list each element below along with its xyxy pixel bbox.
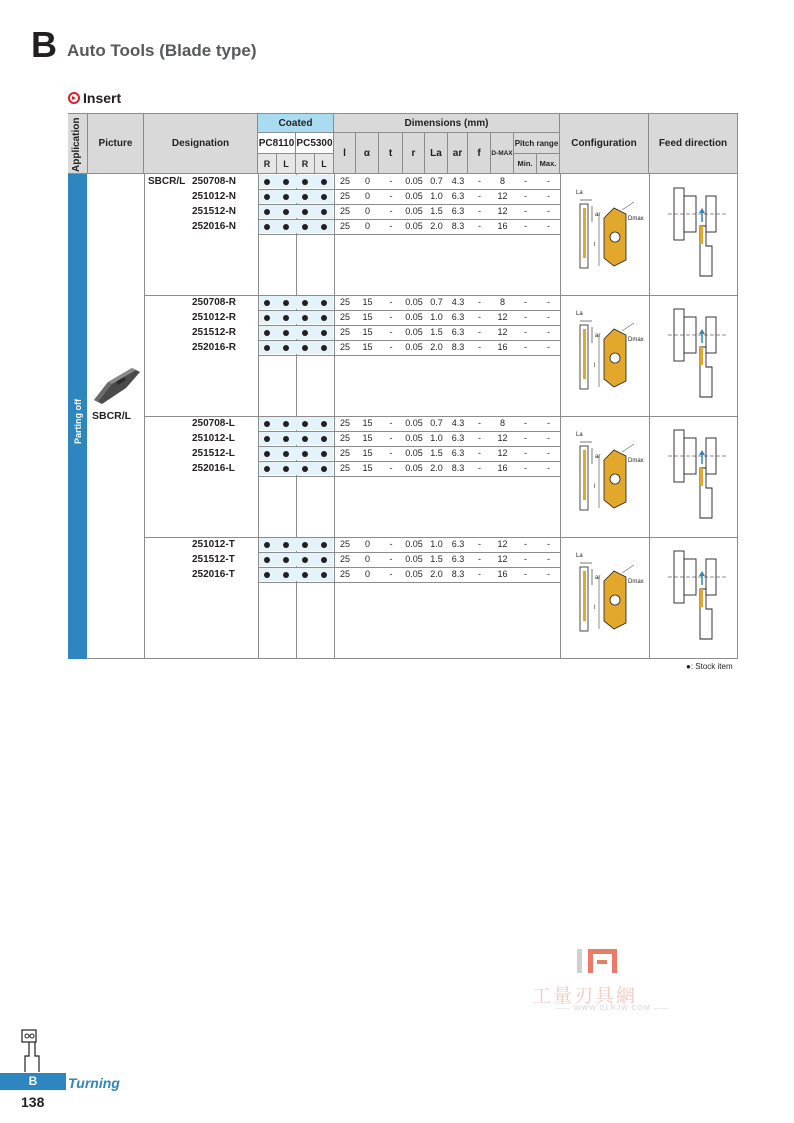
stock-dot xyxy=(321,224,327,230)
dim-value: 0.7 xyxy=(430,418,443,428)
configuration-drawing xyxy=(570,182,640,277)
dim-value: 25 xyxy=(339,448,350,458)
designation-code: 250708-N xyxy=(192,176,236,187)
dim-value: - xyxy=(389,418,393,428)
stock-dot xyxy=(321,300,327,306)
dim-value: 0.05 xyxy=(405,569,423,579)
dim-value: - xyxy=(524,433,527,443)
dim-value: 0.7 xyxy=(430,176,443,186)
dim-value: - xyxy=(524,569,527,579)
dim-value: 2.0 xyxy=(430,569,443,579)
row-divider xyxy=(258,355,560,356)
watermark-url: —— WWW.GLRJW.COM —— xyxy=(555,1005,670,1012)
dim-value: - xyxy=(478,418,481,428)
dim-value: 25 xyxy=(339,418,350,428)
dim-value: - xyxy=(547,448,550,458)
application-value: Parting off xyxy=(73,399,83,444)
stock-dot xyxy=(321,330,327,336)
dim-value: - xyxy=(547,221,550,231)
dim-value: 25 xyxy=(339,539,350,549)
stock-dot xyxy=(321,557,327,563)
picture-label: SBCR/L xyxy=(92,410,132,422)
config-la-label: La xyxy=(576,311,583,317)
designation-code: 252016-N xyxy=(192,221,236,232)
dim-value: 15 xyxy=(362,342,373,352)
dim-value: 6.3 xyxy=(451,312,465,322)
dim-col-header: D-MAX xyxy=(491,133,514,174)
dim-value: 16 xyxy=(497,569,508,579)
dim-value: - xyxy=(478,312,481,322)
dim-value: 15 xyxy=(362,418,373,428)
dim-value: 0.7 xyxy=(430,297,443,307)
dim-value: - xyxy=(389,221,393,231)
stock-dot xyxy=(283,330,289,336)
dim-value: - xyxy=(389,297,393,307)
dim-col-header: t xyxy=(379,133,403,174)
stock-dot xyxy=(302,572,308,578)
dim-value: - xyxy=(478,448,481,458)
dim-value: - xyxy=(524,327,527,337)
stock-dot xyxy=(283,179,289,185)
stock-dot xyxy=(264,557,270,563)
dim-value: 6.3 xyxy=(451,539,465,549)
config-la-label: La xyxy=(576,553,583,559)
dim-value: - xyxy=(524,448,527,458)
stock-dot xyxy=(283,300,289,306)
stock-dot xyxy=(283,436,289,442)
dim-value: - xyxy=(524,342,527,352)
dim-value: 16 xyxy=(497,342,508,352)
dim-value: 0.05 xyxy=(405,206,423,216)
dim-value: 15 xyxy=(362,312,373,322)
dim-value: 8.3 xyxy=(451,342,465,352)
dim-value: - xyxy=(524,312,527,322)
dim-value: - xyxy=(478,463,481,473)
dim-value: - xyxy=(524,554,527,564)
dim-value: - xyxy=(389,554,393,564)
stock-dot xyxy=(264,572,270,578)
insert-table xyxy=(68,113,738,658)
dim-value: - xyxy=(478,206,481,216)
dim-value: 0.05 xyxy=(405,297,423,307)
dim-value: - xyxy=(389,312,393,322)
row-divider xyxy=(258,234,560,235)
stock-dot xyxy=(321,315,327,321)
designation-code: 251012-T xyxy=(192,539,235,550)
designation-code: 252016-L xyxy=(192,463,235,474)
dim-value: - xyxy=(547,554,550,564)
stock-dot xyxy=(283,194,289,200)
dim-value: - xyxy=(389,539,393,549)
config-ar-label: ar xyxy=(595,575,601,581)
stock-dot xyxy=(264,209,270,215)
dim-value: 12 xyxy=(497,539,508,549)
dim-col-header: f xyxy=(468,133,491,174)
dim-value: 0.05 xyxy=(405,342,423,352)
config-ar-label: ar xyxy=(595,333,601,339)
stock-dot xyxy=(264,330,270,336)
dim-value: 8.3 xyxy=(451,569,465,579)
dim-value: - xyxy=(478,433,481,443)
stock-dot xyxy=(302,194,308,200)
dim-value: - xyxy=(547,569,550,579)
stock-dot xyxy=(321,542,327,548)
dim-value: - xyxy=(478,342,481,352)
dim-col-header: α xyxy=(356,133,379,174)
dim-value: 8 xyxy=(499,176,505,186)
dim-value: - xyxy=(547,418,550,428)
stock-dot xyxy=(321,194,327,200)
footer-section: Turning xyxy=(68,1075,120,1091)
dim-value: 0.05 xyxy=(405,539,423,549)
feed-direction-drawing xyxy=(654,182,734,287)
dim-value: 0 xyxy=(364,221,370,231)
dim-value: 25 xyxy=(339,569,350,579)
dim-value: 8.3 xyxy=(451,221,465,231)
stock-dot xyxy=(321,421,327,427)
dim-value: 1.5 xyxy=(430,554,443,564)
dim-value: - xyxy=(524,206,527,216)
dim-value: 12 xyxy=(497,206,508,216)
grade2-l: L xyxy=(315,154,334,174)
dim-value: 0 xyxy=(364,176,370,186)
dim-value: 8 xyxy=(499,297,505,307)
config-l-label: l xyxy=(594,484,596,490)
dim-value: - xyxy=(478,554,481,564)
configuration-header: Configuration xyxy=(560,114,649,174)
dim-value: 4.3 xyxy=(451,418,465,428)
designation-code: 251512-R xyxy=(192,327,236,338)
dim-col-header: La xyxy=(425,133,448,174)
designation-code: 250708-R xyxy=(192,297,236,308)
dim-value: 0 xyxy=(364,191,370,201)
dim-value: 15 xyxy=(362,327,373,337)
dim-value: 1.0 xyxy=(430,312,443,322)
group-divider xyxy=(144,416,738,417)
dim-value: 0 xyxy=(364,554,370,564)
dim-value: - xyxy=(547,176,550,186)
dim-value: - xyxy=(478,327,481,337)
grade1-l: L xyxy=(277,154,296,174)
feed-direction-drawing xyxy=(654,303,734,408)
dim-value: 0.05 xyxy=(405,221,423,231)
dim-value: 12 xyxy=(497,327,508,337)
pitch-min-header: Min. xyxy=(514,154,537,174)
stock-dot xyxy=(283,421,289,427)
dim-value: 2.0 xyxy=(430,342,443,352)
dim-value: 15 xyxy=(362,297,373,307)
stock-dot xyxy=(302,421,308,427)
designation-code: 251512-N xyxy=(192,206,236,217)
stock-dot xyxy=(302,436,308,442)
dim-value: 0.05 xyxy=(405,463,423,473)
watermark-text: 工量刃具網 xyxy=(532,985,638,1007)
dim-col-header: l xyxy=(334,133,356,174)
stock-dot xyxy=(283,451,289,457)
dim-value: 0.05 xyxy=(405,327,423,337)
stock-dot xyxy=(264,194,270,200)
dim-value: 8.3 xyxy=(451,463,465,473)
dim-value: - xyxy=(389,463,393,473)
config-dmax-label: Dmax xyxy=(628,216,644,222)
watermark-logo xyxy=(575,946,621,976)
dim-value: 1.0 xyxy=(430,191,443,201)
grade2-r: R xyxy=(296,154,315,174)
footer-chapter-tab: B xyxy=(0,1073,66,1090)
dim-value: - xyxy=(389,327,393,337)
dim-value: 25 xyxy=(339,312,350,322)
config-dmax-label: Dmax xyxy=(628,579,644,585)
stock-dot xyxy=(302,466,308,472)
dim-value: 2.0 xyxy=(430,463,443,473)
stock-dot xyxy=(321,345,327,351)
dim-value: 16 xyxy=(497,221,508,231)
dim-value: 1.5 xyxy=(430,206,443,216)
dim-value: 1.0 xyxy=(430,539,443,549)
dim-value: - xyxy=(524,191,527,201)
stock-dot xyxy=(264,421,270,427)
stock-dot xyxy=(302,315,308,321)
stock-dot xyxy=(283,315,289,321)
dim-value: - xyxy=(478,569,481,579)
dim-value: 6.3 xyxy=(451,327,465,337)
designation-prefix: SBCR/L xyxy=(148,176,186,187)
dim-value: 12 xyxy=(497,433,508,443)
dim-col-header: r xyxy=(403,133,425,174)
dim-value: 6.3 xyxy=(451,206,465,216)
stock-dot xyxy=(321,179,327,185)
dim-value: - xyxy=(547,206,550,216)
application-column xyxy=(68,114,87,659)
feed-direction-drawing xyxy=(654,545,734,650)
dim-value: 12 xyxy=(497,312,508,322)
picture-header: Picture xyxy=(87,114,144,174)
stock-dot xyxy=(321,436,327,442)
dim-value: 6.3 xyxy=(451,448,465,458)
dim-value: 12 xyxy=(497,191,508,201)
application-header: Application xyxy=(68,114,87,174)
stock-dot xyxy=(283,466,289,472)
stock-dot xyxy=(321,209,327,215)
dim-value: 1.0 xyxy=(430,433,443,443)
stock-dot xyxy=(264,345,270,351)
arrow-circle-icon xyxy=(68,92,80,104)
dim-value: 12 xyxy=(497,448,508,458)
coated-header: Coated xyxy=(258,114,334,133)
stock-dot xyxy=(302,345,308,351)
config-dmax-label: Dmax xyxy=(628,458,644,464)
stock-dot xyxy=(264,300,270,306)
dim-value: 0 xyxy=(364,569,370,579)
stock-dot xyxy=(264,224,270,230)
config-ar-label: ar xyxy=(595,212,601,218)
turning-tool-icon xyxy=(21,1028,46,1072)
dim-value: 16 xyxy=(497,463,508,473)
dim-value: 0.05 xyxy=(405,418,423,428)
dim-value: 6.3 xyxy=(451,433,465,443)
dim-value: 25 xyxy=(339,191,350,201)
configuration-drawing xyxy=(570,303,640,398)
dim-value: 25 xyxy=(339,176,350,186)
stock-dot xyxy=(264,542,270,548)
designation-code: 250708-L xyxy=(192,418,235,429)
dim-value: 0 xyxy=(364,206,370,216)
dim-value: 25 xyxy=(339,554,350,564)
dim-col-header: ar xyxy=(448,133,468,174)
stock-footnote: ●: Stock item xyxy=(686,662,733,671)
dim-value: - xyxy=(478,176,481,186)
dim-value: 15 xyxy=(362,463,373,473)
dim-value: - xyxy=(389,206,393,216)
stock-dot xyxy=(302,451,308,457)
dim-value: - xyxy=(547,191,550,201)
dim-value: - xyxy=(478,539,481,549)
dim-value: - xyxy=(389,191,393,201)
stock-dot xyxy=(264,451,270,457)
pitch-max-header: Max. xyxy=(537,154,560,174)
dim-value: 0.05 xyxy=(405,554,423,564)
feed-direction-drawing xyxy=(654,424,734,529)
dim-value: 12 xyxy=(497,554,508,564)
dim-value: 25 xyxy=(339,327,350,337)
grade1-r: R xyxy=(258,154,277,174)
grade-pc5300: PC5300 xyxy=(296,133,334,154)
dim-value: 25 xyxy=(339,221,350,231)
stock-dot xyxy=(321,451,327,457)
dim-value: - xyxy=(547,297,550,307)
configuration-drawing xyxy=(570,424,640,519)
dim-value: - xyxy=(524,176,527,186)
stock-dot xyxy=(302,557,308,563)
dim-value: 0.05 xyxy=(405,176,423,186)
dim-value: 8 xyxy=(499,418,505,428)
dim-value: 0.05 xyxy=(405,433,423,443)
dim-value: - xyxy=(478,297,481,307)
dim-value: 25 xyxy=(339,206,350,216)
stock-dot xyxy=(321,572,327,578)
stock-dot xyxy=(283,224,289,230)
dim-value: 2.0 xyxy=(430,221,443,231)
designation-code: 252016-R xyxy=(192,342,236,353)
designation-code: 251512-L xyxy=(192,448,235,459)
group-divider xyxy=(144,295,738,296)
config-dmax-label: Dmax xyxy=(628,337,644,343)
dim-value: - xyxy=(547,463,550,473)
dim-value: - xyxy=(389,569,393,579)
dim-value: 0.05 xyxy=(405,448,423,458)
dim-value: - xyxy=(547,312,550,322)
dim-value: 25 xyxy=(339,297,350,307)
row-divider xyxy=(258,476,560,477)
dim-value: 0 xyxy=(364,539,370,549)
dim-value: - xyxy=(389,433,393,443)
stock-dot xyxy=(321,466,327,472)
dim-value: 1.5 xyxy=(430,448,443,458)
stock-dot xyxy=(283,557,289,563)
stock-dot xyxy=(283,542,289,548)
dim-value: - xyxy=(547,433,550,443)
dim-value: 15 xyxy=(362,448,373,458)
dim-value: 6.3 xyxy=(451,554,465,564)
config-la-label: La xyxy=(576,190,583,196)
dim-value: - xyxy=(524,539,527,549)
grade-pc8110: PC8110 xyxy=(258,133,296,154)
stock-dot xyxy=(264,315,270,321)
stock-dot xyxy=(302,179,308,185)
dim-value: 1.5 xyxy=(430,327,443,337)
dim-value: 15 xyxy=(362,433,373,443)
dim-value: - xyxy=(524,463,527,473)
dim-value: - xyxy=(478,221,481,231)
dim-value: - xyxy=(524,221,527,231)
group-divider xyxy=(144,537,738,538)
row-divider xyxy=(258,582,560,583)
section-title xyxy=(68,90,121,106)
stock-dot xyxy=(264,179,270,185)
chapter-letter: B xyxy=(31,24,57,65)
config-l-label: l xyxy=(594,242,596,248)
configuration-drawing xyxy=(570,545,640,640)
dim-value: 4.3 xyxy=(451,176,465,186)
dim-value: - xyxy=(478,191,481,201)
designation-code: 251012-N xyxy=(192,191,236,202)
dim-value: - xyxy=(524,297,527,307)
designation-code: 252016-T xyxy=(192,569,235,580)
stock-dot xyxy=(283,572,289,578)
dim-value: - xyxy=(389,176,393,186)
page-number: 138 xyxy=(21,1094,45,1110)
stock-dot xyxy=(302,224,308,230)
stock-dot xyxy=(302,209,308,215)
dim-value: - xyxy=(524,418,527,428)
dim-value: 25 xyxy=(339,342,350,352)
dim-value: - xyxy=(547,342,550,352)
designation-header: Designation xyxy=(144,114,258,174)
config-l-label: l xyxy=(594,605,596,611)
chapter-title: Auto Tools (Blade type) xyxy=(67,41,257,60)
designation-code: 251012-L xyxy=(192,433,235,444)
dim-value: 6.3 xyxy=(451,191,465,201)
dim-value: 0.05 xyxy=(405,191,423,201)
dim-value: 25 xyxy=(339,463,350,473)
stock-dot xyxy=(264,436,270,442)
dim-value: - xyxy=(547,327,550,337)
stock-dot xyxy=(283,345,289,351)
section-title-text: Insert xyxy=(83,90,122,106)
designation-code: 251512-T xyxy=(192,554,235,565)
dim-value: 0.05 xyxy=(405,312,423,322)
pitch-range-header: Pitch range xyxy=(514,133,560,154)
dim-value: 25 xyxy=(339,433,350,443)
stock-dot xyxy=(283,209,289,215)
designation-code: 251012-R xyxy=(192,312,236,323)
dimensions-header: Dimensions (mm) xyxy=(334,114,560,133)
config-ar-label: ar xyxy=(595,454,601,460)
stock-dot xyxy=(264,466,270,472)
config-la-label: La xyxy=(576,432,583,438)
insert-picture xyxy=(90,362,142,407)
dim-value: - xyxy=(389,448,393,458)
stock-dot xyxy=(302,300,308,306)
dim-value: - xyxy=(547,539,550,549)
dim-value: - xyxy=(389,342,393,352)
dim-value: 4.3 xyxy=(451,297,465,307)
stock-dot xyxy=(302,542,308,548)
config-l-label: l xyxy=(594,363,596,369)
stock-dot xyxy=(302,330,308,336)
feed-direction-header: Feed direction xyxy=(649,114,738,174)
